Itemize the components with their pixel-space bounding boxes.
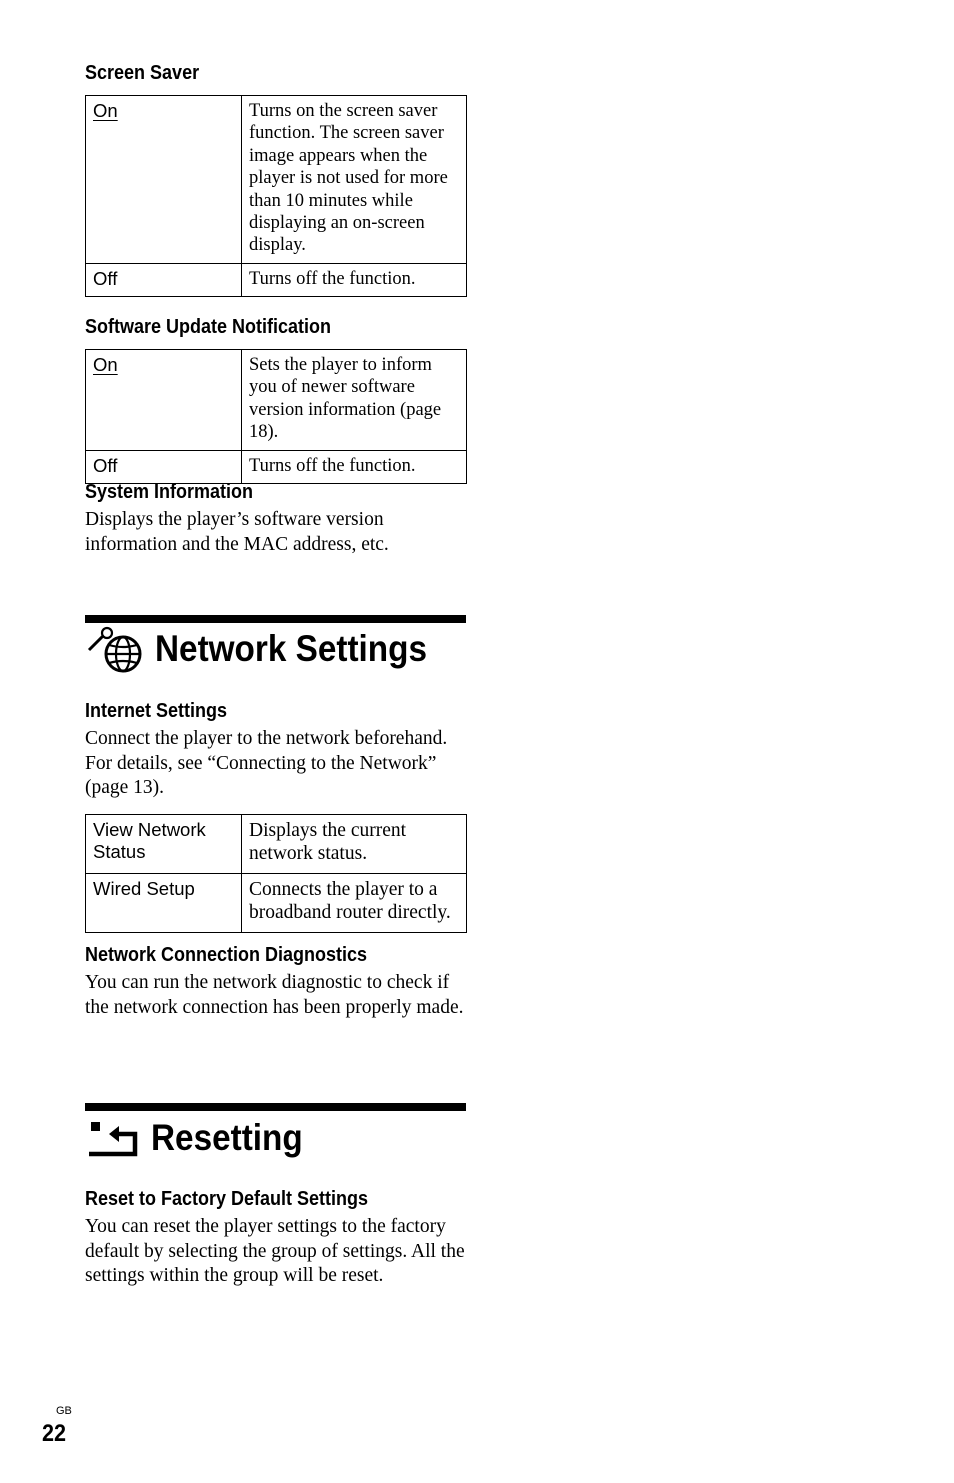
internet-settings-table: [85, 814, 467, 933]
page-number: 22: [42, 1420, 67, 1447]
table-row: [86, 874, 467, 933]
diagnostics-section: [85, 944, 466, 1020]
resetting-heading: Resetting: [151, 1117, 303, 1158]
system-info-title: System Information: [85, 481, 254, 503]
factory-reset-section: [85, 1188, 466, 1289]
option-description: Turns on the screen saver function. The screen saver image appears when the player is not used for more than 10 minutes while displaying an on-screen display.: [242, 96, 467, 264]
region-code: GB: [56, 1405, 72, 1417]
screen-saver-section: [85, 62, 466, 85]
screen-saver-table: [85, 95, 467, 297]
option-key: On: [86, 96, 242, 264]
table-row: [86, 350, 467, 451]
option-description: Turns off the function.: [242, 264, 467, 297]
option-key: View Network Status: [86, 815, 242, 874]
option-key: On: [86, 350, 242, 451]
option-description: Sets the player to inform you of newer software version information (page 18).: [242, 350, 467, 451]
table-row: [86, 96, 467, 264]
internet-settings-section: [85, 700, 466, 801]
factory-reset-title: Reset to Factory Default Settings: [85, 1188, 369, 1210]
option-description: Displays the current network status.: [242, 815, 467, 874]
system-info-text: Displays the player’s software version information and the MAC address, etc.: [85, 509, 389, 555]
option-key: Wired Setup: [86, 874, 242, 933]
section-rule: [85, 615, 466, 623]
option-description: Turns off the function.: [242, 450, 467, 483]
network-settings-heading: Network Settings: [155, 628, 427, 669]
table-row: [86, 264, 467, 297]
option-key: Off: [86, 264, 242, 297]
software-update-table: [85, 349, 467, 484]
option-description: Connects the player to a broadband router directly.: [242, 874, 467, 933]
section-rule: [85, 1103, 466, 1111]
screen-saver-title: Screen Saver: [85, 62, 200, 84]
resetting-icon: [87, 1120, 139, 1160]
internet-settings-title: Internet Settings: [85, 700, 228, 722]
diagnostics-title: Network Connection Diagnostics: [85, 944, 368, 966]
internet-settings-text: Connect the player to the network beforehand. For details, see “Connecting to the Network” (page 13).: [85, 728, 448, 799]
option-key: Off: [86, 450, 242, 483]
network-settings-icon: [86, 626, 144, 676]
table-row: [86, 450, 467, 483]
software-update-title: Software Update Notification: [85, 316, 332, 338]
factory-reset-text: You can reset the player settings to the factory default by selecting the group of settings. All the settings within the group will be reset.: [85, 1216, 465, 1287]
table-row: [86, 815, 467, 874]
system-info-section: [85, 481, 466, 557]
diagnostics-text: You can run the network diagnostic to check if the network connection has been properly made.: [85, 972, 464, 1018]
software-update-section: [85, 316, 466, 339]
